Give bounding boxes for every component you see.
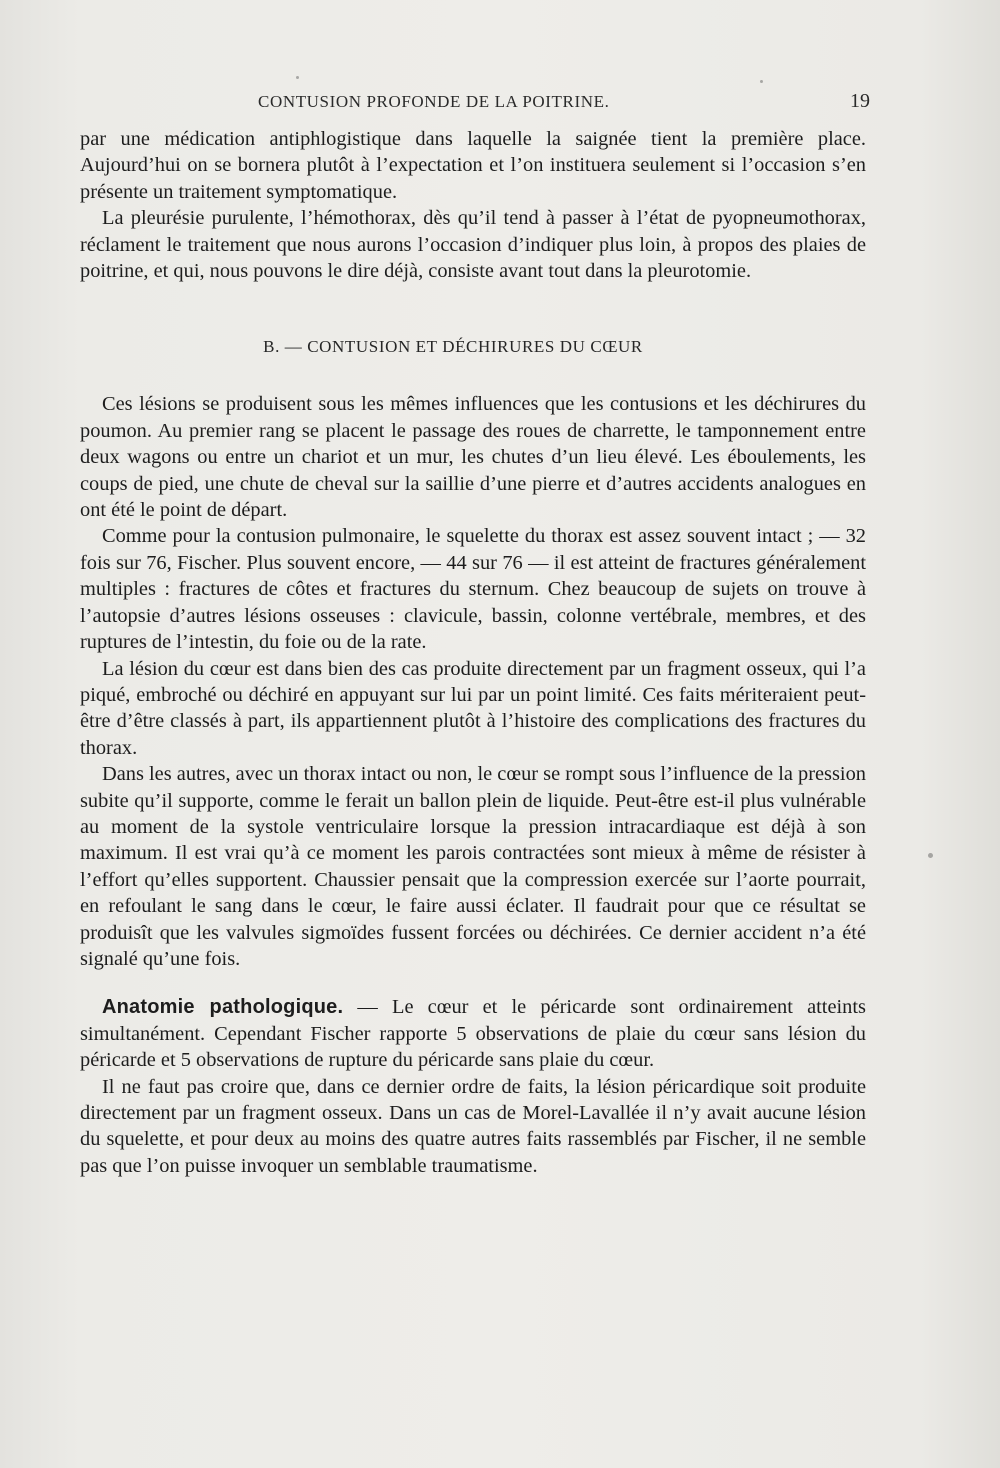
body-paragraph: La pleurésie purulente, l’hémothorax, dès qu’il tend à passer à l’état de pyopneumothorax, réclament le traitement que nous aurons l’occasion d’indiquer plus loin, à propos des plaies de poitrine, et qui, nous pouvons le dire déjà, consiste avant tout dans la pleurotomie. — [80, 207, 866, 283]
paper-speck — [760, 80, 763, 83]
body-paragraph: Comme pour la contusion pulmonaire, le squelette du thorax est assez souvent intact ; — 32 fois sur 76, Fischer. Plus souvent encore, — 44 sur 76 — il est atteint de fractures généralement multiples : fractures de côtes et fractures du sternum. Chez beaucoup de sujets on trouve à l’autopsie d’autres lésions osseuses : clavicule, bassin, colonne vertébrale, membres, et des ruptures de l’intestin, du foie ou de la rate. — [80, 525, 866, 654]
paragraph-spacer — [80, 972, 866, 994]
running-header — [80, 92, 870, 116]
paper-speck — [296, 76, 299, 79]
anatomy-text: — Le cœur et le péricarde sont ordinairement atteints simultanément. Cependant Fischer rapporte 5 observations de plaie du cœur sans lésion du péricarde et 5 observations de rupture du péricarde sans plaie du cœur. — [80, 996, 866, 1072]
anatomy-paragraph — [80, 994, 866, 1073]
body-paragraph: Il ne faut pas croire que, dans ce dernier ordre de faits, la lésion péricardique soit produite directement par un fragment osseux. Dans un cas de Morel-Lavallée il n’y avait aucune lésion du squelette, et pour deux au moins des quatre autres faits rassemblés par Fischer, il ne semble pas que l’on puisse invoquer un semblable traumatisme. — [80, 1075, 866, 1177]
anatomy-heading: Anatomie pathologique. — [102, 996, 344, 1019]
page-number: 19 — [850, 90, 870, 112]
section-heading: B. — CONTUSION ET DÉCHIRURES DU CŒUR — [263, 337, 643, 357]
running-title: CONTUSION PROFONDE DE LA POITRINE. — [258, 92, 610, 111]
page-body — [80, 126, 866, 1179]
paper-speck — [928, 853, 933, 858]
body-paragraph: Dans les autres, avec un thorax intact ou non, le cœur se rompt sous l’influence de la pression subite qu’il supporte, comme le ferait un ballon plein de liquide. Peut-être est-il plus vulnérable au moment de la systole ventriculaire lorsque la pression intracardiaque est déjà à son maximum. Il est vrai qu’à ce moment les parois contractées sont mieux à même de résister à l’effort qu’elles supportent. Chaussier pensait que la compression exercée sur l’aorte pourrait, en refoulant le sang dans le cœur, le faire aussi éclater. Il faudrait pour que ce résultat se produisît que les valvules sigmoïdes fussent forcées ou déchirées. Ce dernier accident n’a été signalé qu’une fois. — [80, 763, 866, 970]
body-paragraph: par une médication antiphlogistique dans laquelle la saignée tient la première place. Aujourd’hui on se bornera plutôt à l’expectation et l’on instituera seulement si l’occasion s’en présente un traitement symptomatique. — [80, 128, 866, 203]
body-paragraph: Ces lésions se produisent sous les mêmes influences que les contusions et les déchirures du poumon. Au premier rang se placent le passage des roues de charrette, le tamponnement entre deux wagons ou entre un chariot et un mur, les chutes d’un lieu élevé. Les éboulements, les coups de pied, une chute de cheval sur la saillie d’une pierre et d’autres accidents analogues en ont été le point de départ. — [80, 393, 866, 522]
body-paragraph: La lésion du cœur est dans bien des cas produite directement par un fragment osseux, qui l’a piqué, embroché ou déchiré en appuyant sur lui par un point limité. Ces faits mériteraient peut-être d’être classés à part, ils appartiennent plutôt à l’histoire des complications des fractures du thorax. — [80, 657, 866, 759]
